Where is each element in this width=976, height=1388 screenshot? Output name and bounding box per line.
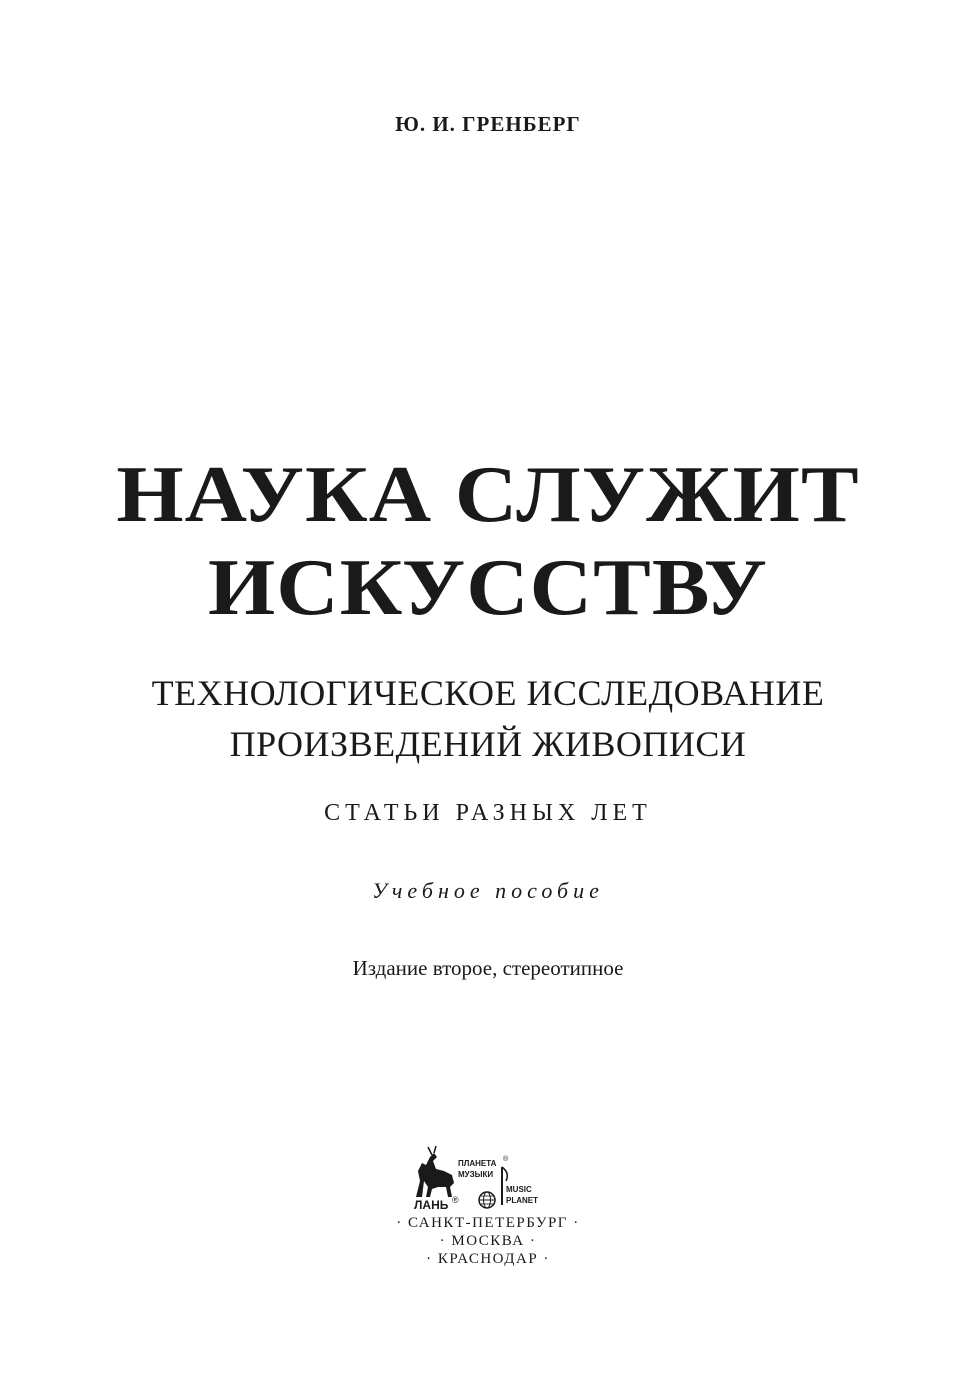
publisher-logo (410, 1145, 540, 1213)
author-name: Ю. И. ГРЕНБЕРГ (395, 112, 581, 136)
genre-label: Учебное пособие (372, 878, 604, 903)
city-krasnodar: · КРАСНОДАР · (426, 1251, 550, 1267)
book-subtitle-line-2: ПРОИЗВЕДЕНИЙ ЖИВОПИСИ (229, 724, 747, 764)
logo-lan-text: ЛАНЬ (414, 1198, 449, 1212)
logo-music-text: MUSIC (506, 1185, 532, 1194)
logo-registered-mark-2: ® (503, 1156, 509, 1163)
logo-registered-mark: ® (452, 1195, 459, 1205)
globe-icon (479, 1192, 495, 1208)
edition-label: Издание второе, стереотипное (352, 956, 624, 980)
logo-planeta-text: ПЛАНЕТА (458, 1159, 497, 1168)
logo-planet-text: PLANET (506, 1196, 538, 1205)
book-title-line-2: ИСКУССТВУ (207, 544, 769, 632)
city-saint-petersburg: · САНКТ-ПЕТЕРБУРГ · (396, 1215, 580, 1231)
doe-icon (416, 1146, 454, 1197)
book-title-line-1: НАУКА СЛУЖИТ (116, 451, 860, 539)
collection-label: СТАТЬИ РАЗНЫХ ЛЕТ (324, 800, 652, 826)
city-moscow: · МОСКВА · (439, 1233, 537, 1249)
book-subtitle-line-1: ТЕХНОЛОГИЧЕСКОЕ ИССЛЕДОВАНИЕ (151, 673, 825, 713)
logo-muzyki-text: МУЗЫКИ (458, 1170, 494, 1179)
